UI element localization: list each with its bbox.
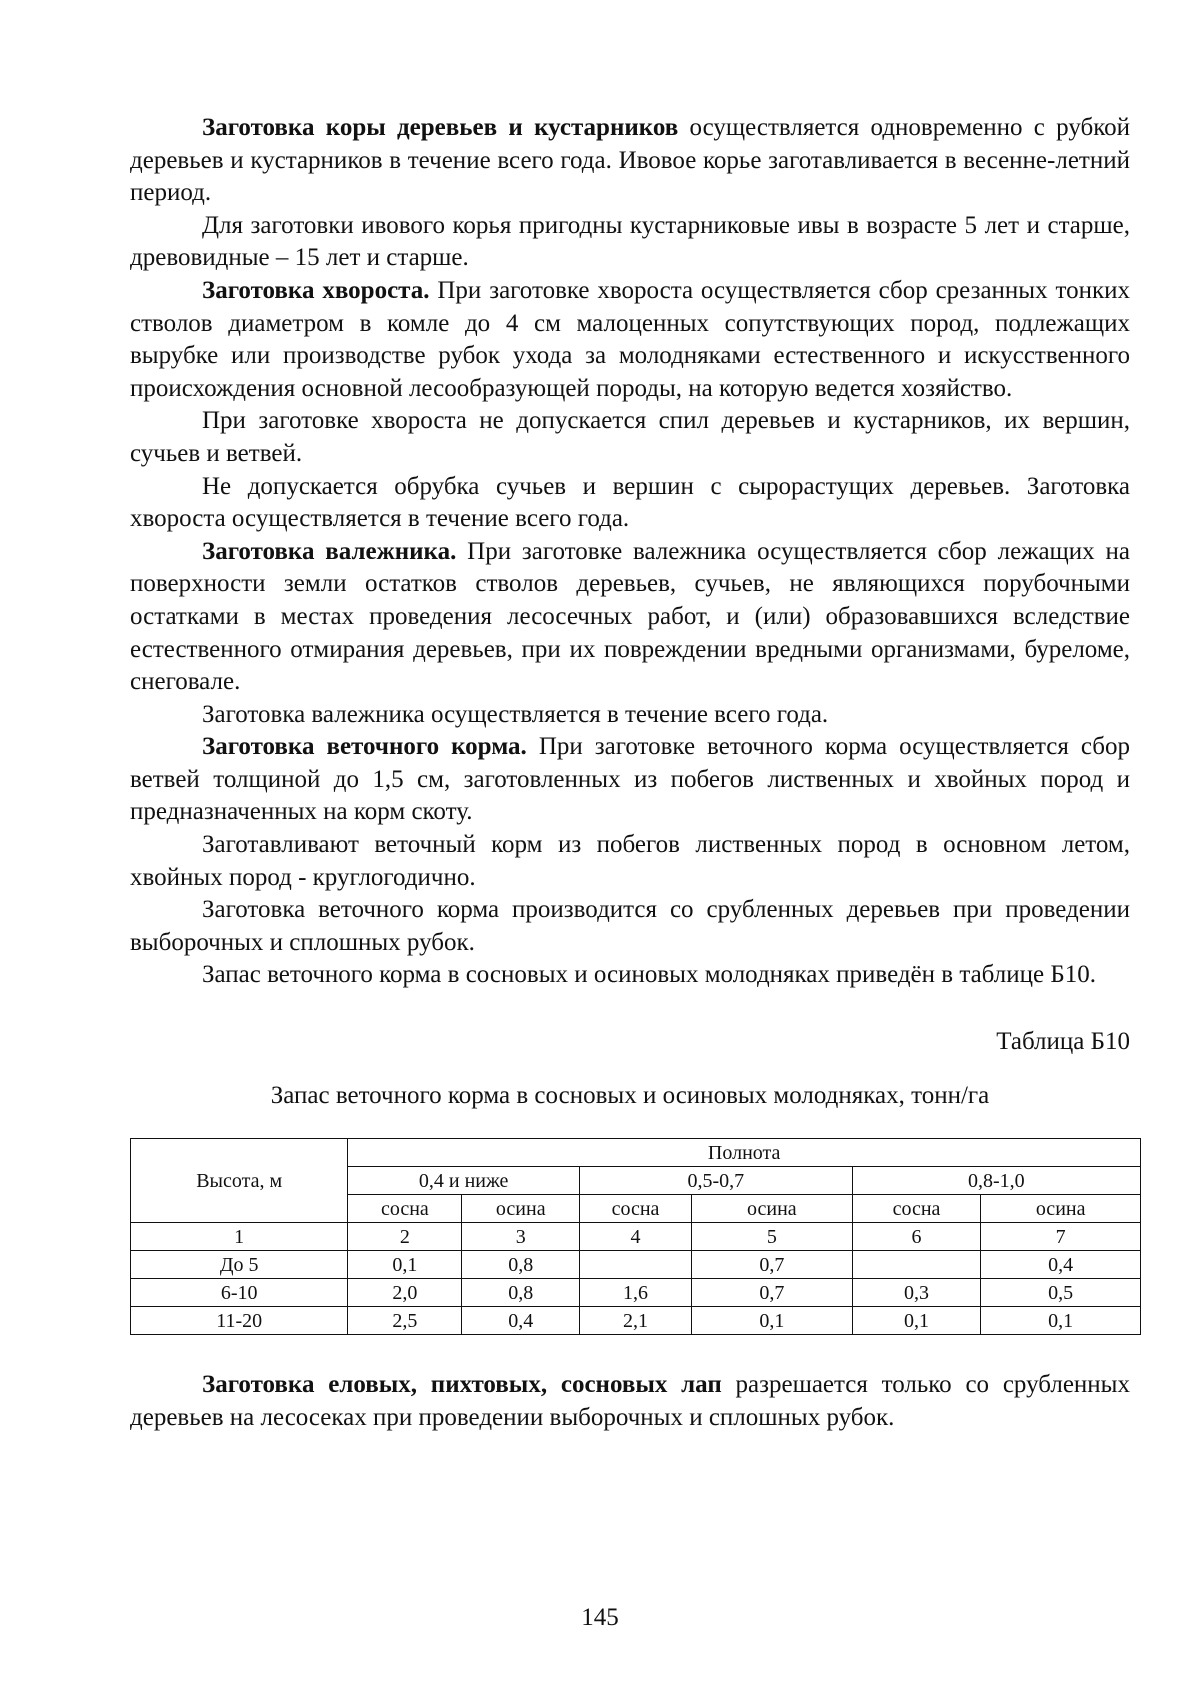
species-header: сосна <box>852 1195 981 1223</box>
table-cell: 0,8 <box>462 1251 580 1279</box>
table-cell: 0,3 <box>852 1279 981 1307</box>
page-content <box>130 112 1130 1434</box>
paragraph: При заготовке хвороста не допускается спил деревьев и кустарников, их вершин, сучьев и ветвей. <box>130 407 1130 467</box>
page-number: 145 <box>581 1604 619 1631</box>
table-cell: 1,6 <box>580 1279 692 1307</box>
table-row <box>131 1279 1141 1307</box>
table-cell: 0,7 <box>691 1279 852 1307</box>
column-number: 1 <box>131 1223 348 1251</box>
table-cell <box>852 1251 981 1279</box>
table-column-numbers-row <box>131 1223 1141 1251</box>
paragraph: Заготовка коры деревьев и кустарников осуществляется одновременно с рубкой деревьев и кустарников в течение всего года. Ивовое корье заготавливается в весенне-летний период. <box>130 114 1130 207</box>
column-number: 6 <box>852 1223 981 1251</box>
species-header: сосна <box>580 1195 692 1223</box>
table-header-row <box>131 1139 1141 1167</box>
paragraph: Заготовка веточного корма производится со срубленных деревьев при проведении выборочных и сплошных рубок. <box>130 896 1130 956</box>
density-group: 0,4 и ниже <box>348 1167 580 1195</box>
paragraph: Заготовка веточного корма. При заготовке веточного корма осуществляется сбор ветвей толщиной до 1,5 см, заготовленных из побегов лиственных и хвойных пород и предназначенных на корм скоту. <box>130 733 1130 826</box>
table-cell: 0,1 <box>852 1307 981 1335</box>
height-header: Высота, м <box>131 1139 348 1223</box>
table-cell: 0,1 <box>348 1251 462 1279</box>
table-cell: 2,5 <box>348 1307 462 1335</box>
table-cell: 0,8 <box>462 1279 580 1307</box>
paragraph: Заготовка валежника. При заготовке валежника осуществляется сбор лежащих на поверхности земли остатков стволов деревьев, сучьев, не являющихся порубочными остатками в местах проведения лесосечных работ, и (или) образовавшихся вследствие естественного отмирания деревьев, при их повреждении вредными организмами, буреломе, снеговале. <box>130 537 1130 696</box>
table-label: Таблица Б10 <box>996 1028 1130 1056</box>
paragraph: Не допускается обрубка сучьев и вершин с сырорастущих деревьев. Заготовка хвороста осуществляется в течение всего года. <box>130 472 1130 533</box>
table-cell: 0,4 <box>462 1307 580 1335</box>
table-cell: 2,0 <box>348 1279 462 1307</box>
density-group: 0,5-0,7 <box>580 1167 853 1195</box>
species-header: осина <box>981 1195 1141 1223</box>
table-cell <box>580 1251 692 1279</box>
table-cell: 0,1 <box>981 1307 1141 1335</box>
table-title: Запас веточного корма в сосновых и осиновых молодняках, тонн/га <box>270 1082 990 1110</box>
paragraph: Заготавливают веточный корм из побегов лиственных пород в основном летом, хвойных пород - круглогодично. <box>130 831 1130 891</box>
table-row <box>131 1251 1141 1279</box>
column-number: 2 <box>348 1223 462 1251</box>
table-row <box>131 1307 1141 1335</box>
species-header: осина <box>462 1195 580 1223</box>
column-number: 3 <box>462 1223 580 1251</box>
table-cell: 11-20 <box>131 1307 348 1335</box>
paragraph: Заготовка еловых, пихтовых, сосновых лап разрешается только со срубленных деревьев на лесосеках при проведении выборочных и сплошных рубок. <box>130 1371 1130 1431</box>
table-cell: 0,4 <box>981 1251 1141 1279</box>
data-table <box>130 1138 1141 1335</box>
table-cell: 2,1 <box>580 1307 692 1335</box>
table-cell: 0,7 <box>691 1251 852 1279</box>
paragraph: Для заготовки ивового корья пригодны кустарниковые ивы в возрасте 5 лет и старше, древовидные – 15 лет и старше. <box>130 211 1130 272</box>
table-cell: 0,5 <box>981 1279 1141 1307</box>
density-header: Полнота <box>348 1139 1141 1167</box>
density-group: 0,8-1,0 <box>852 1167 1140 1195</box>
table-cell: 0,1 <box>691 1307 852 1335</box>
column-number: 7 <box>981 1223 1141 1251</box>
species-header: осина <box>691 1195 852 1223</box>
column-number: 4 <box>580 1223 692 1251</box>
column-number: 5 <box>691 1223 852 1251</box>
paragraph: Заготовка валежника осуществляется в течение всего года. <box>202 700 829 728</box>
body-text <box>130 112 1130 992</box>
table-cell: До 5 <box>131 1251 348 1279</box>
paragraph: Заготовка хвороста. При заготовке хвороста осуществляется сбор срезанных тонких стволов диаметром в комле до 4 см малоценных сопутствующих пород, подлежащих вырубке или производстве рубок ухода за молодняками естественного и искусственного происхождения основной лесообразующей породы, на которую ведется хозяйство. <box>130 276 1130 402</box>
table-cell: 6-10 <box>131 1279 348 1307</box>
paragraph: Запас веточного корма в сосновых и осиновых молодняках приведён в таблице Б10. <box>202 961 1096 989</box>
species-header: сосна <box>348 1195 462 1223</box>
